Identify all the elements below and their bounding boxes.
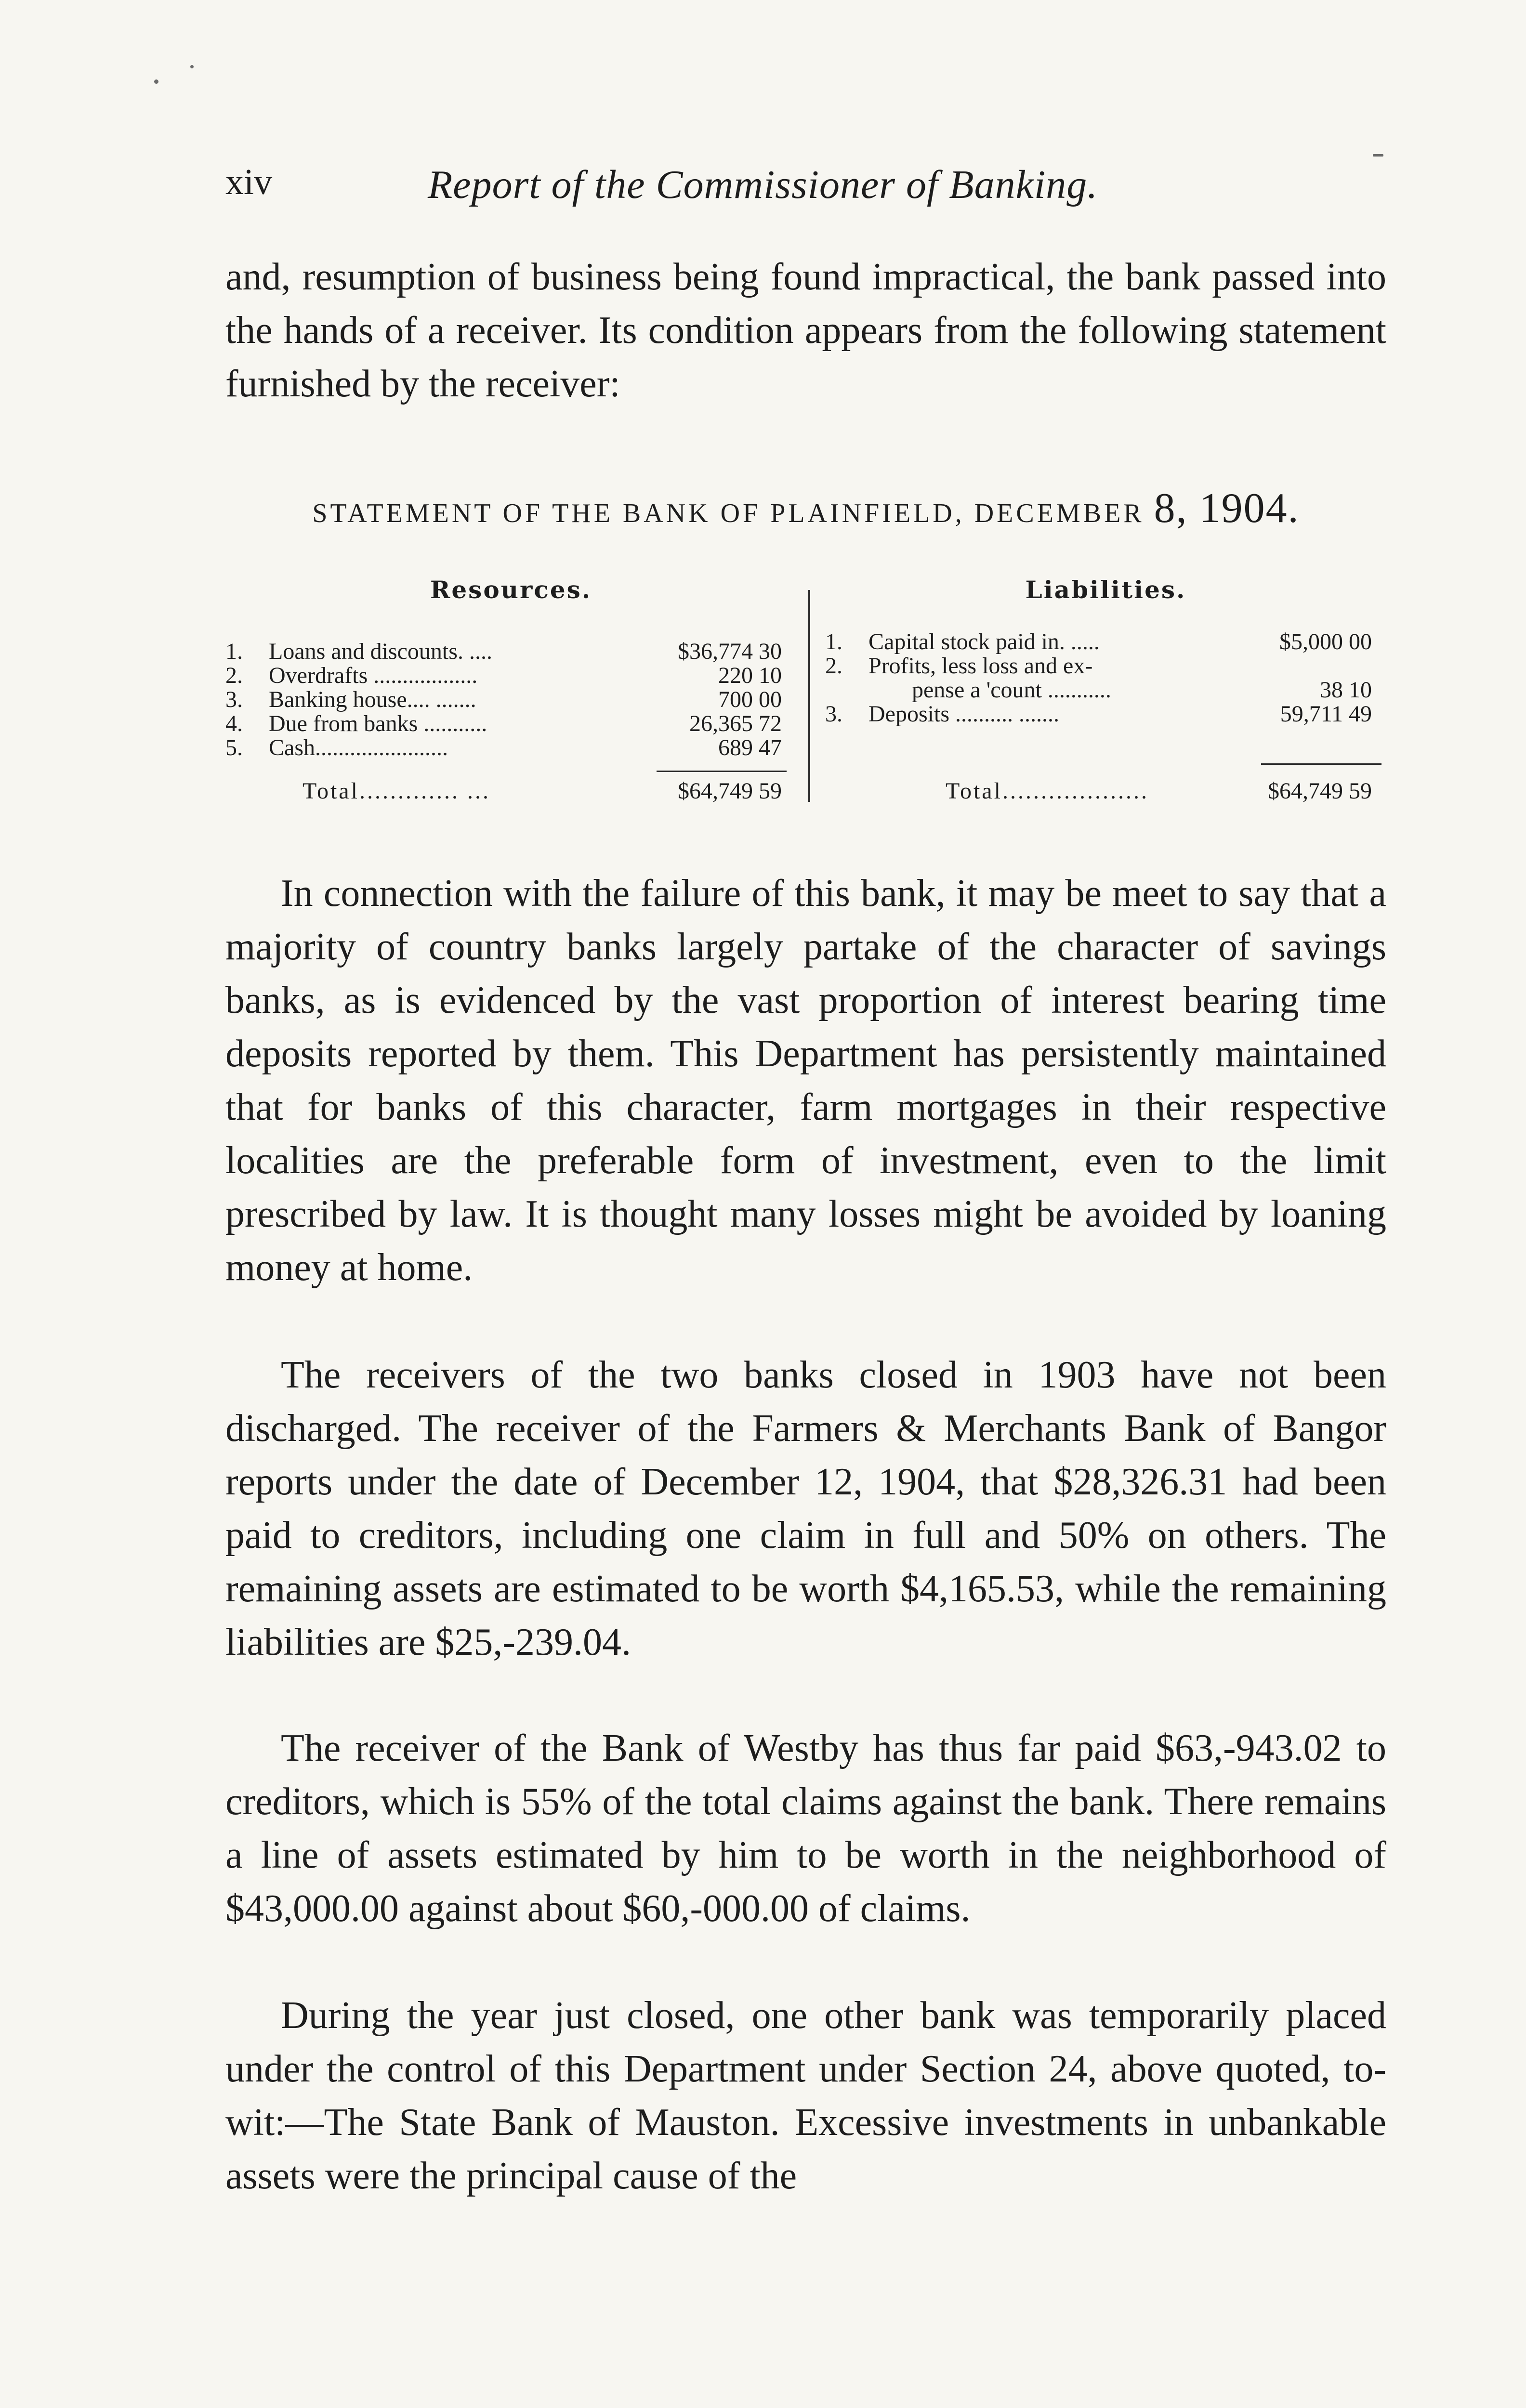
- row-amount: $36,774 30: [678, 639, 782, 664]
- row-label: Due from banks ...........: [269, 711, 487, 736]
- row-label: Loans and discounts. ....: [269, 639, 492, 664]
- row-number: 5.: [225, 735, 243, 760]
- intro-paragraph: and, resumption of business being found impractical, the bank passed into the hands of a receiver. Its condition appears from the following statement furnished by the receiver:: [225, 256, 1386, 405]
- row-label: pense a 'count ...........: [912, 677, 1111, 703]
- total-amount: $64,749 59: [1268, 778, 1372, 804]
- body-paragraph: During the year just closed, one other bank was temporarily placed under the control of this Department under Section 24, above quoted, to-wit:—The State Bank of Mauston. Excessive investments in unbankable assets were the principal cause of the: [225, 1994, 1386, 2197]
- column-divider: [808, 590, 810, 802]
- running-head-title: Report of the Commissioner of Banking.: [428, 162, 1098, 207]
- row-label: Banking house.... .......: [269, 687, 476, 712]
- row-amount: $5,000 00: [1279, 629, 1372, 654]
- resource-row: [225, 686, 796, 713]
- liabilities-total-row: [825, 778, 1386, 805]
- row-label: Deposits .......... .......: [868, 701, 1059, 727]
- row-number: 1.: [825, 629, 842, 654]
- row-number: 3.: [825, 701, 842, 727]
- total-label: Total...................: [946, 778, 1149, 804]
- row-amount: 220 10: [718, 663, 782, 688]
- row-label: Profits, less loss and ex-: [868, 653, 1093, 679]
- liability-row: [825, 653, 1386, 680]
- liabilities-heading: Liabilities.: [1025, 576, 1186, 604]
- body-paragraph: In connection with the failure of this bank, it may be meet to say that a majority of country banks largely partake of the character of savings banks, as is evidenced by the vast proportion of interest bearing time deposits reported by them. This Department has persistently maintained that for banks of this character, farm mortgages in their respective localities are the preferable form of investment, even to the limit prescribed by law. It is thought many losses might be avoided by loaning money at home.: [225, 872, 1386, 1289]
- row-label: Cash.......................: [269, 735, 448, 760]
- liability-row: [825, 628, 1386, 655]
- scan-speck: [1373, 154, 1383, 157]
- row-number: 2.: [225, 663, 243, 688]
- resource-row: [225, 662, 796, 689]
- resource-row: [225, 710, 796, 737]
- row-number: 4.: [225, 711, 243, 736]
- row-amount: 689 47: [718, 735, 782, 760]
- total-rule: [1261, 763, 1381, 765]
- row-number: 3.: [225, 687, 243, 712]
- liability-row-continued: [825, 677, 1386, 704]
- resources-heading: Resources.: [430, 576, 592, 604]
- row-amount: 38 10: [1320, 677, 1372, 703]
- body-paragraph: The receiver of the Bank of Westby has thus far paid $63,-943.02 to creditors, which is 55% of the total claims against the bank. There remains a line of assets estimated by him to be worth in the neighborhood of $43,000.00 against about $60,-000.00 of claims.: [225, 1727, 1386, 1930]
- statement-title-date: 8, 1904.: [1154, 485, 1300, 532]
- financial-statement: [225, 576, 1386, 811]
- statement-title-text: STATEMENT OF THE BANK OF PLAINFIELD, DECEMBER: [312, 498, 1144, 528]
- row-number: 2.: [825, 653, 842, 679]
- scan-speck: [154, 79, 158, 84]
- total-amount: $64,749 59: [678, 778, 782, 804]
- total-rule: [657, 771, 787, 772]
- running-head: [225, 161, 1381, 214]
- row-label: Capital stock paid in. .....: [868, 629, 1100, 654]
- row-number: 1.: [225, 639, 243, 664]
- row-amount: 26,365 72: [689, 711, 782, 736]
- liability-row: [825, 701, 1386, 728]
- total-label: Total............. ...: [303, 778, 490, 804]
- row-amount: 700 00: [718, 687, 782, 712]
- resource-row: [225, 638, 796, 665]
- resource-row: [225, 734, 796, 761]
- row-label: Overdrafts ..................: [269, 663, 478, 688]
- row-amount: 59,711 49: [1280, 701, 1372, 727]
- statement-title: [225, 484, 1386, 533]
- page-number: xiv: [225, 162, 273, 202]
- body-paragraph: The receivers of the two banks closed in 1903 have not been discharged. The receiver of the Farmers & Merchants Bank of Bangor reports under the date of December 12, 1904, that $28,326.31 had been paid to creditors, including one claim in full and 50% on others. The remaining assets are estimated to be worth $4,165.53, while the remaining liabilities are $25,-239.04.: [225, 1354, 1386, 1663]
- resources-total-row: [225, 778, 796, 805]
- scan-speck: [190, 65, 194, 68]
